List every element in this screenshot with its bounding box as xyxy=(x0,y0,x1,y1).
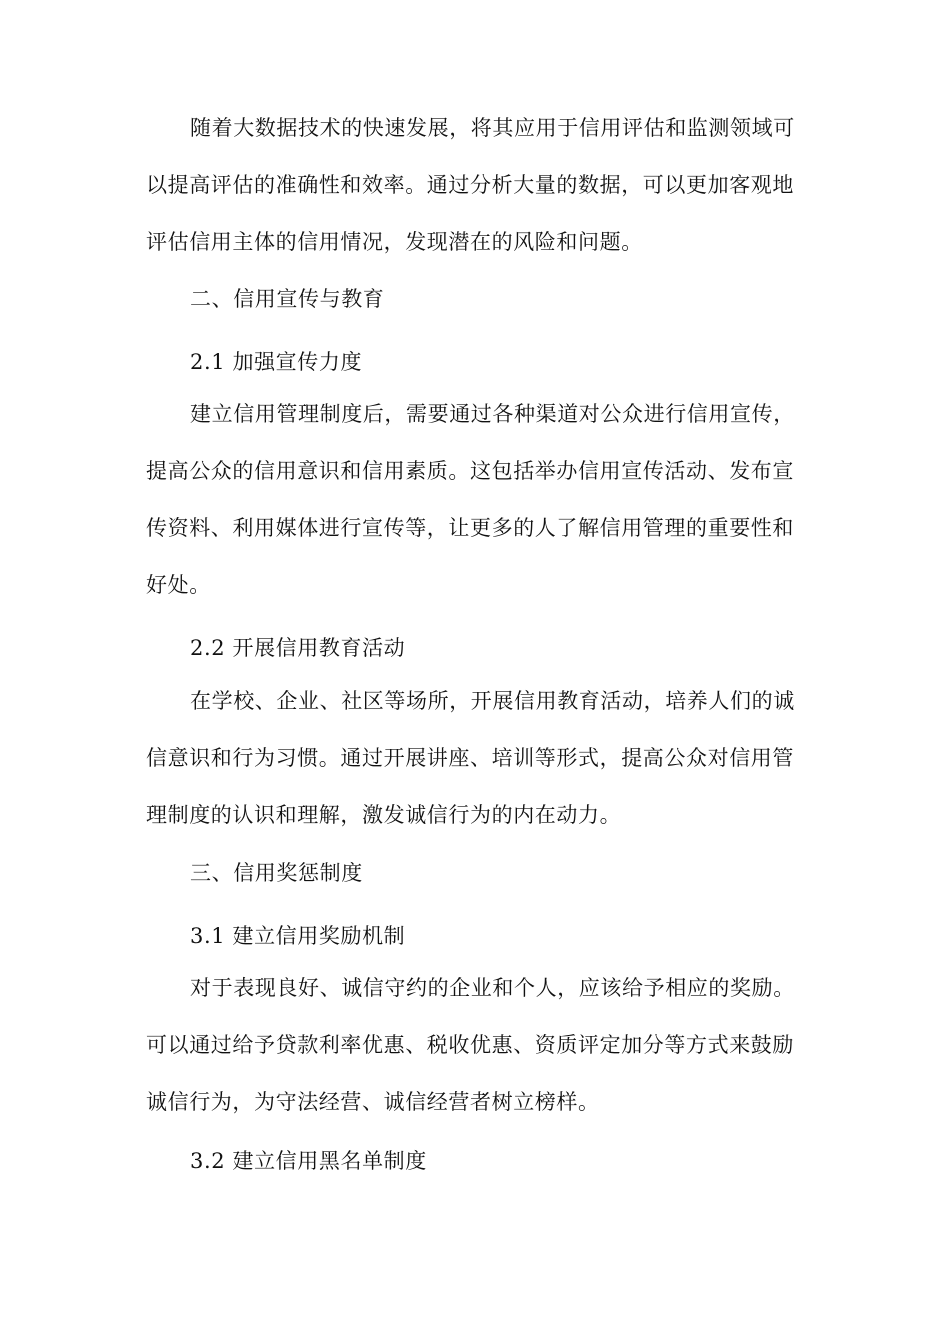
section-heading-credit-reward-punishment: 三、信用奖惩制度 xyxy=(190,861,363,885)
subsection-heading-3-2: 3.2 建立信用黑名单制度 xyxy=(190,1149,427,1173)
subsection-heading-2-1: 2.1 加强宣传力度 xyxy=(190,350,363,374)
section-heading-credit-publicity-education: 二、信用宣传与教育 xyxy=(190,287,385,311)
paragraph-big-data-credit-assessment: 随着大数据技术的快速发展，将其应用于信用评估和监测领域可以提高评估的准确性和效率。通过分析大量的数据，可以更加客观地评估信用主体的信用情况，发现潜在的风险和问题。 xyxy=(146,116,795,254)
paragraph-credit-education: 在学校、企业、社区等场所，开展信用教育活动，培养人们的诚信意识和行为习惯。通过开展讲座、培训等形式，提高公众对信用管理制度的认识和理解，激发诚信行为的内在动力。 xyxy=(146,689,795,827)
paragraph-publicity: 建立信用管理制度后，需要通过各种渠道对公众进行信用宣传，提高公众的信用意识和信用素质。这包括举办信用宣传活动、发布宣传资料、利用媒体进行宣传等，让更多的人了解信用管理的重要性和好处。 xyxy=(146,402,795,597)
subsection-heading-2-2: 2.2 开展信用教育活动 xyxy=(190,636,406,660)
paragraph-credit-rewards: 对于表现良好、诚信守约的企业和个人，应该给予相应的奖励。可以通过给予贷款利率优惠、税收优惠、资质评定加分等方式来鼓励诚信行为，为守法经营、诚信经营者树立榜样。 xyxy=(146,976,795,1114)
subsection-heading-3-1: 3.1 建立信用奖励机制 xyxy=(190,924,406,948)
